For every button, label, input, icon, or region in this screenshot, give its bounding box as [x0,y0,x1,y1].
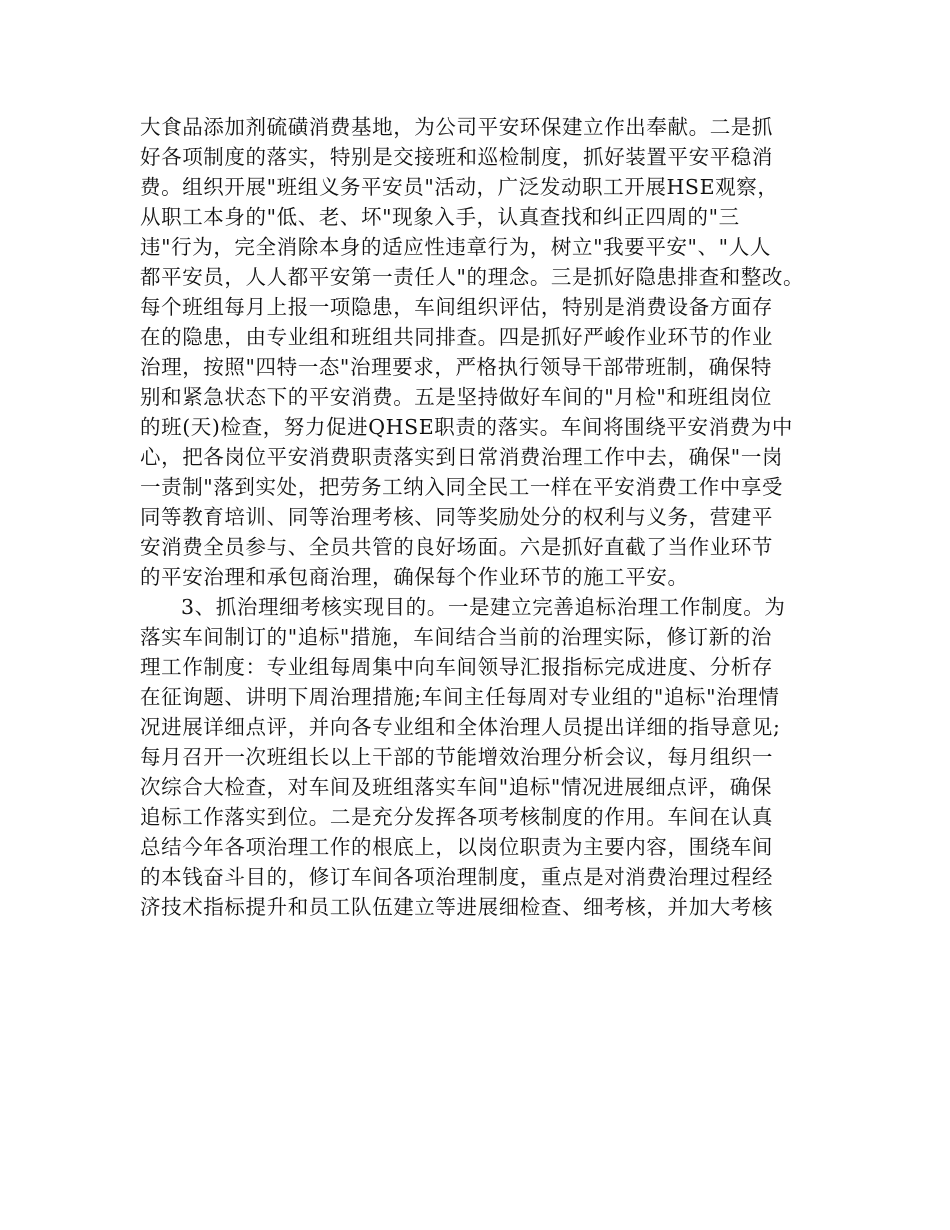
text-line: 治理，按照"四特一态"治理要求，严格执行领导干部带班制，确保特 [140,355,772,379]
text-line: 一责制"落到实处，把劳务工纳入同全民工一样在平安消费工作中享受 [140,475,784,499]
text-line: 理工作制度：专业组每周集中向车间领导汇报指标完成进度、分析存 [140,655,773,679]
text-line: 追标工作落实到位。二是充分发挥各项考核制度的作用。车间在认真 [140,805,773,829]
text-line: 次综合大检查，对车间及班组落实车间"追标"情况进展细点评，确保 [140,775,772,799]
text-line: 的平安治理和承包商治理，确保每个作业环节的施工平安。 [140,565,689,589]
text-line: 每个班组每月上报一项隐患，车间组织评估，特别是消费设备方面存 [140,295,773,319]
text-line: 从职工本身的"低、老、坏"现象入手，认真查找和纠正四周的"三 [140,205,740,229]
text-line: 好各项制度的落实，特别是交接班和巡检制度，抓好装置平安平稳消 [140,145,773,169]
text-line: 在的隐患，由专业组和班组共同排查。四是抓好严峻作业环节的作业 [140,325,773,349]
text-line: 都平安员，人人都平安第一责任人"的理念。三是抓好隐患排查和整改。 [140,265,805,289]
text-line: 的本钱奋斗目的，修订车间各项治理制度，重点是对消费治理过程经 [140,865,773,889]
text-line: 总结今年各项治理工作的根底上，以岗位职责为主要内容，围绕车间 [140,835,773,859]
text-line: 济技术指标提升和员工队伍建立等进展细检查、细考核，并加大考核 [140,895,773,919]
paragraph-1 [140,112,840,592]
text-line: 心，把各岗位平安消费职责落实到日常消费治理工作中去，确保"一岗 [140,445,784,469]
text-line: 别和紧急状态下的平安消费。五是坚持做好车间的"月检"和班组岗位 [140,385,772,409]
text-line: 费。组织开展"班组义务平安员"活动，广泛发动职工开展HSE观察， [140,175,779,199]
text-line: 在征询题、讲明下周治理措施;车间主任每周对专业组的"追标"治理情 [140,685,780,709]
text-line: 每月召开一次班组长以上干部的节能增效治理分析会议，每月组织一 [140,745,773,769]
document-body [140,112,840,922]
text-line: 3、抓治理细考核实现目的。一是建立完善追标治理工作制度。为 [181,595,786,619]
text-line: 落实车间制订的"追标"措施，车间结合当前的治理实际，修订新的治 [140,625,772,649]
text-line: 况进展详细点评，并向各专业组和全体治理人员提出详细的指导意见; [140,715,781,739]
text-line: 同等教育培训、同等治理考核、同等奖励处分的权利与义务，营建平 [140,505,773,529]
text-line: 的班(天)检查，努力促进QHSE职责的落实。车间将围绕平安消费为中 [140,415,793,439]
paragraph-2 [140,592,840,922]
text-line: 违"行为，完全消除本身的适应性违章行为，树立"我要平安"、"人人 [140,235,771,259]
text-line: 大食品添加剂硫磺消费基地，为公司平安环保建立作出奉献。二是抓 [140,115,773,139]
text-line: 安消费全员参与、全员共管的良好场面。六是抓好直截了当作业环节 [140,535,773,559]
